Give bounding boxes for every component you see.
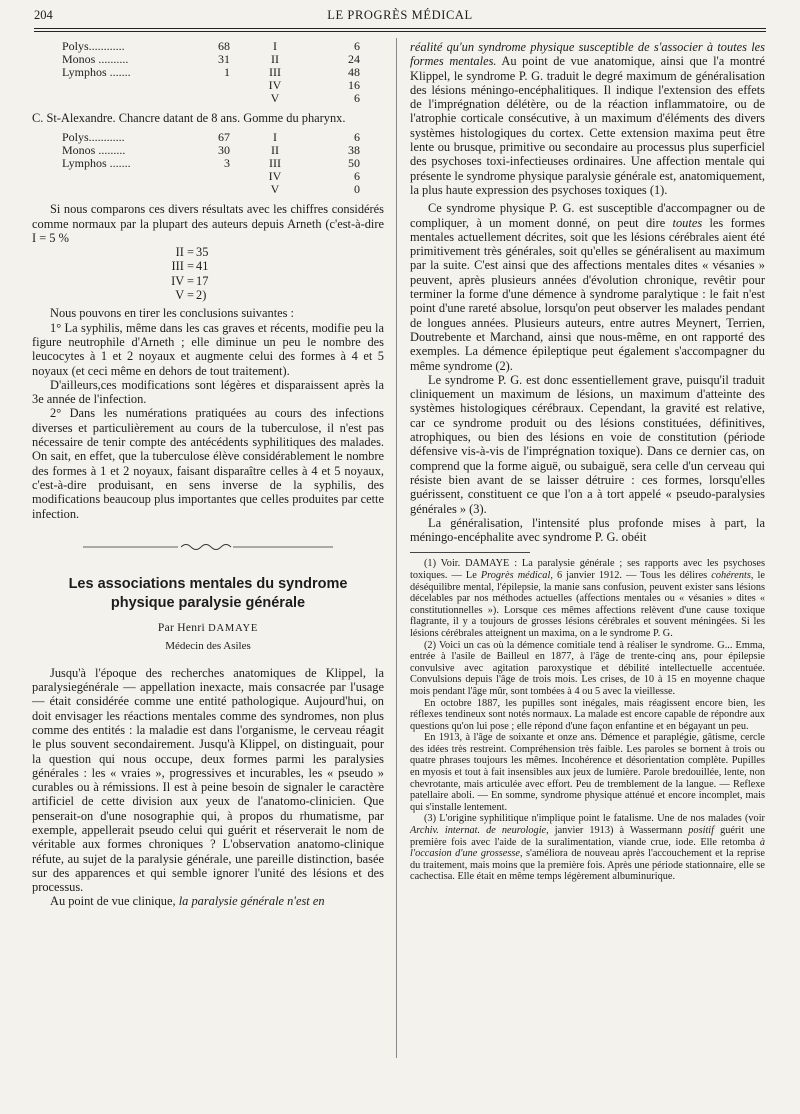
forms-text-em: toutes — [672, 215, 703, 230]
table-cell-value: 68 — [218, 39, 230, 53]
table-row — [62, 157, 360, 170]
table-cell-value — [170, 183, 240, 196]
column-divider — [396, 38, 397, 1058]
table-cell-value — [170, 92, 240, 105]
footnote-1 — [410, 558, 765, 639]
article-intro — [32, 666, 384, 895]
author-affiliation: Médecin des Asiles — [165, 640, 251, 653]
fn1-text-a: (1) Voir. DAMAYE : La paralysie générale ; ses rapports avec les psychoses toxiques. — Le — [410, 558, 765, 581]
fn1-text-b: , 6 janvier 1912. — Tous les délires — [550, 569, 712, 581]
arneth-normal-values — [32, 245, 208, 302]
table-cell-roman: III — [269, 65, 281, 79]
fn3-text-b: , janvier 1913) à Wassermann — [546, 825, 689, 837]
article-title-line-2: physique paralysie générale — [110, 595, 306, 612]
page-header — [34, 8, 766, 26]
arneth-class: IV = — [171, 273, 194, 288]
footnote-paragraph: En octobre 1887, les pupilles sont inégales, mais réagissent encore bien, les réflexes tendineux sont notés normaux. La malade est encore capable de répondre aux questions qu'on lui pose ; elle répond d'une façon enfantine et en bégayant un peu. — [410, 697, 765, 732]
article-paragraph: Jusqu'à l'époque des recherches anatomiques de Klippel, la paralysiegénérale — appellation inexacte, mais consacrée par l'usage— était considérée comme une entité pathologique. Aujourd'hui, on doit envisager les réactions mentales comme des syndromes, non plus comme des entités : la maladie est dans l'organisme, le cerveau réagit le plus souvent secondairement. Jusqu'à Klippel, on distinguait, pour la question qui nous occupe, deux formes parmi les paralysies générales : les « vraies », progressives et incurables, les « pseudo » curables ou à rémissions. Il est à peine besoin de signaler le caractère artificiel de cette division aux yeux de l'anatomo-clinicien. Que penserait-on d'une nosographie qui, à propos du rhumatisme, par exemple, appellerait pseudo celui qui guérit et réserverait le nom de véritable aux formes chroniques ? L'observation anatomo-clinique réfute, au sujet de la paralysie générale, une pareille distinction, basée sur des apparences et qui semble ignorer l'unité des lésions et des processus. — [32, 665, 384, 895]
syndrome-text: Au point de vue anatomique, ainsi que l'a montré Klippel, le syndrome P. G. traduit le degré maximum de généralisation des lésions méningo-encéphalitiques. Il indique l'extension des effets de l'imprégnation délétère, ou de la réaction inflammatoire, ou de l'atrophie corticale consécutive, à un maximum d'éléments des divers systèmes histologiques du cortex. Cette extension maxima peut être lente ou brusque, primitive ou secondaire au processus plus superficiel des psychoses toxi-infectieuses ordinaires. Une affection mentale qui présente le syndrome physique paralysie générale est, anatomiquement, la plus haute expression des psychoses toxiques (1). — [410, 54, 765, 197]
clinical-paragraph-start — [32, 894, 384, 908]
body-paragraph: 1° La syphilis, même dans les cas graves et récents, modifie peu la figure neutrophile d'Arneth ; elle diminue un peu le nombre des leucocytes à 1 et 2 noyaux et augmente celui des formes à 4 et 5 noyaux (et ceci même en dehors de tout traitement). — [32, 320, 384, 378]
footnote-paragraph: (2) Voici un cas où la démence comitiale tend à réaliser le syndrome. G... Emma, entrée à l'asile de Bailleul en 1877, à l'âge de trente-cinq ans, pour épilepsie convulsive avec agitation paroxystique et débilité intellectuelle accentuée. Convulsions depuis l'âge de trois mois. Les crises, de 10 à 15 en moyenne chaque mois pendant l'âge mûr, sont tombées à 4 ou 5 avec la vieillesse. — [410, 639, 765, 697]
fn1-em: cohérents — [711, 569, 751, 581]
clinical-text: Au point de vue clinique, — [50, 894, 176, 909]
arneth-value: 35 — [196, 245, 209, 260]
table-cell-label — [62, 92, 170, 105]
fn3-text-a: (3) L'origine syphilitique n'implique point le fatalisme. Une de nos malades (voir — [424, 813, 765, 825]
table-cell-label — [62, 183, 170, 196]
table-cell-value: 1 — [224, 65, 230, 79]
table-cell-roman: V — [270, 91, 280, 105]
table-cell-value: 3 — [224, 156, 230, 171]
fn3-em-grossesse: à l'occasion d'une grossesse — [410, 836, 765, 860]
article-title — [32, 575, 384, 613]
table-cell-label: Monos ......... — [62, 143, 126, 158]
table-cell-count: 48 — [348, 65, 360, 79]
table-cell-value: 31 — [218, 52, 230, 66]
table-row — [62, 170, 360, 183]
article-title-line-1: Les associations mentales du syndrome — [68, 576, 348, 593]
table-row — [62, 183, 360, 196]
table-cell-roman: I — [273, 130, 277, 145]
table-cell-count: 6 — [354, 169, 360, 184]
table-row — [62, 66, 360, 79]
forms-text-a: Ce syndrome physique P. G. est susceptible d'accompagner ou de compliquer, à un moment donné, on peut dire — [410, 201, 765, 230]
left-column — [32, 40, 384, 909]
table-cell-count: 6 — [354, 130, 360, 145]
fn1-text-c: , le déséquilibre mental, l'épilepsie, la manie sans confusion, peuvent exister sans lésions décelables par nos méthodes actuelles (affections mentales ou « vésanies » dites « constitutionnelles »). Lorsque ces mêmes affections relèvent d'une cause toxique flagrante, il y a toujours de grosses lésions cérébrales et souvent méningées. Si les lésions cérébrales atteignent un maxima, on a le syndrome P. G. — [410, 569, 765, 639]
fn3-text-d: , s'améliora de nouveau après l'accouchement et la reprise du traitement, mais moins que la première fois. Après une période stationnaire, elle se cachectisa. Elle était en même temps légèrement albuminurique. — [410, 848, 766, 883]
table-cell-roman: IV — [268, 78, 282, 92]
byline — [32, 621, 384, 636]
table-cell-count: 16 — [348, 78, 360, 92]
table-cell-roman: III — [269, 156, 281, 171]
header-rule-thin — [34, 31, 766, 32]
footnote-3 — [410, 813, 765, 883]
body-paragraph: 2° Dans les numérations pratiquées au cours des infections diverses et particulièrement au cours de la tuberculose, il n'est pas nécessaire de tenir compte des antécédents syphilitiques des malades. On sait, en effet, que la tuberculose élève considérablement le nombre des formes à 1 et 2 noyaux, faisant disparaître celles à 4 et 5 noyaux, c'est-à-dire produisant, en sens inverse de la syphilis, des modifications beaucoup plus importantes que celles produites par cette infection. — [32, 406, 384, 521]
table-cell-label: Lymphos ....... — [62, 156, 131, 171]
table-cell-count: 38 — [348, 143, 360, 158]
forms-text-b: les formes mentales actuellement décrites, soit que les lésions cérébrales aient été primitivement très générales, soit qu'elles se généralisent au maximum par la suite. C'est ainsi que des affections mentales dites « vésanies » peuvent, après plusieurs années d'évolution chronique, revêtir pour terminer la forme d'une démence à syndrome paralytique : le fait n'est point d'une rareté absolue, lorsqu'on peut observer les malades pendant de longues années. Plusieurs auteurs, entre autres Meynert, Terrien, Doutrebente et Marchand, ainsi que nous-même, en ont rapporté des exemples. La démence épileptique peut également s'accompagner du même syndrome (2). — [410, 215, 765, 373]
syndrome-forms-paragraph — [410, 201, 765, 373]
table-cell-label: Polys............ — [62, 130, 125, 145]
syndrome-paragraph — [410, 40, 765, 197]
right-paragraphs — [410, 373, 765, 545]
case-c-description: C. St-Alexandre. Chancre datant de 8 ans. Gomme du pharynx. — [32, 111, 346, 125]
fn3-journal: Archiv. internat. de neurologie — [410, 825, 547, 837]
header-rule — [34, 28, 766, 29]
body-paragraph: Le syndrome P. G. est donc essentiellement grave, puisqu'il traduit cliniquement un maximum de lésions, un maximum d'atteinte des systèmes histologiques cérébraux. Cependant, la gravité est relative, car ce syndrome produit ou des lésions constituées, définitives, atrophiques, ou bien des lésions en voie de constitution (période défensive vis-à-vis de l'imprégnation toxique). Dans ce dernier cas, on comprend que la forme aiguë, ou subaiguë, sera celle d'un cerveau qui résiste bien avant de se laisser détruire : ces formes, lorsqu'elles guérissent, constituent ce que l'on a à tort appelé « pseudo-paralysies générales » (3). — [410, 372, 765, 516]
arneth-class: III = — [171, 259, 194, 274]
table-cell-value: 30 — [218, 143, 230, 158]
byline-prefix: Par Henri — [157, 622, 205, 635]
table-cell-count: 24 — [348, 52, 360, 66]
arneth-row — [32, 274, 208, 288]
fn3-text-c: guérit une première fois avec l'aide de la suralimentation, viande crue, iode. Elle retomba — [410, 825, 765, 848]
body-paragraph: D'ailleurs,ces modifications sont légères et disparaissent après la 3e année de l'infection. — [32, 377, 384, 407]
table-row — [62, 92, 360, 105]
table-row — [62, 79, 360, 92]
footnotes-2 — [410, 640, 765, 814]
syndrome-italic: réalité qu'un syndrome physique susceptible de s'associer à toutes les formes mentales. — [410, 40, 765, 69]
fn3-em-positif: positif — [688, 825, 715, 837]
footnote-rule — [410, 552, 530, 553]
table-cell-label: Monos .......... — [62, 52, 129, 66]
comparison-intro: Si nous comparons ces divers résultats avec les chiffres considérés comme normaux par la plupart des auteurs depuis Arneth (c'est-à-dire I = 5 % — [32, 202, 384, 245]
body-paragraph: La généralisation, l'intensité plus profonde mises à part, la méningo-encéphalite avec syndrome P. G. obéit — [410, 515, 765, 545]
table-cell-roman: I — [273, 39, 277, 53]
author-name: DAMAYE — [208, 623, 259, 635]
arneth-value: 2) — [196, 288, 207, 303]
table-cell-count: 6 — [354, 39, 360, 53]
running-title: LE PROGRÈS MÉDICAL — [327, 8, 473, 22]
table-cell-value — [170, 79, 240, 92]
right-column — [410, 40, 765, 883]
clinical-text-italic: la paralysie générale n'est en — [178, 894, 325, 909]
table-cell-roman: II — [271, 52, 279, 66]
table-cell-count: 6 — [354, 91, 360, 105]
table-cell-value: 67 — [218, 130, 230, 145]
table-cell-count: 50 — [348, 156, 360, 171]
arneth-value: 17 — [196, 273, 209, 288]
fn1-journal: Progrès médical — [480, 569, 551, 581]
table-cell-label: Lymphos ....... — [62, 65, 131, 79]
table-cell-value — [170, 170, 240, 183]
conclusions — [32, 306, 384, 520]
table-cell-roman: V — [270, 182, 280, 197]
table-cell-roman: II — [271, 143, 279, 158]
arneth-row — [32, 288, 208, 302]
footnote-paragraph: En 1913, à l'âge de soixante et onze ans. Démence et paraplégie, gâtisme, cercle des idées très restreint. Compréhension très faible. Les paroles se bornent à trois ou quatre phrases toujours les mêmes. Incohérence et désorientation complète. Pupilles en myosis et tout à fait insensibles aux jeux de lumière. Parole bredouillée, lente, non chevrotante, mais articulée avec effort. Peu de tremblement de la langue. — Reflexe patellaire aboli. — En somme, syndrome physique atténué et encore incomplet, mais qui s'installe lentement. — [410, 732, 765, 813]
arneth-row — [32, 259, 208, 273]
table-cell-label — [62, 170, 170, 183]
table-cell-count: 0 — [354, 182, 360, 197]
leukocyte-table-b — [62, 131, 360, 196]
footnotes — [410, 558, 765, 883]
table-cell-label — [62, 79, 170, 92]
arneth-row — [32, 245, 208, 259]
table-cell-roman: IV — [268, 169, 282, 184]
section-ornament — [32, 539, 384, 553]
leukocyte-table-a — [62, 40, 360, 105]
arneth-value: 41 — [196, 259, 209, 274]
arneth-class: V = — [175, 288, 194, 303]
page-number: 204 — [34, 8, 53, 22]
arneth-class: II = — [175, 245, 194, 260]
table-cell-label: Polys............ — [62, 39, 125, 53]
body-paragraph: Nous pouvons en tirer les conclusions suivantes : — [50, 306, 294, 321]
